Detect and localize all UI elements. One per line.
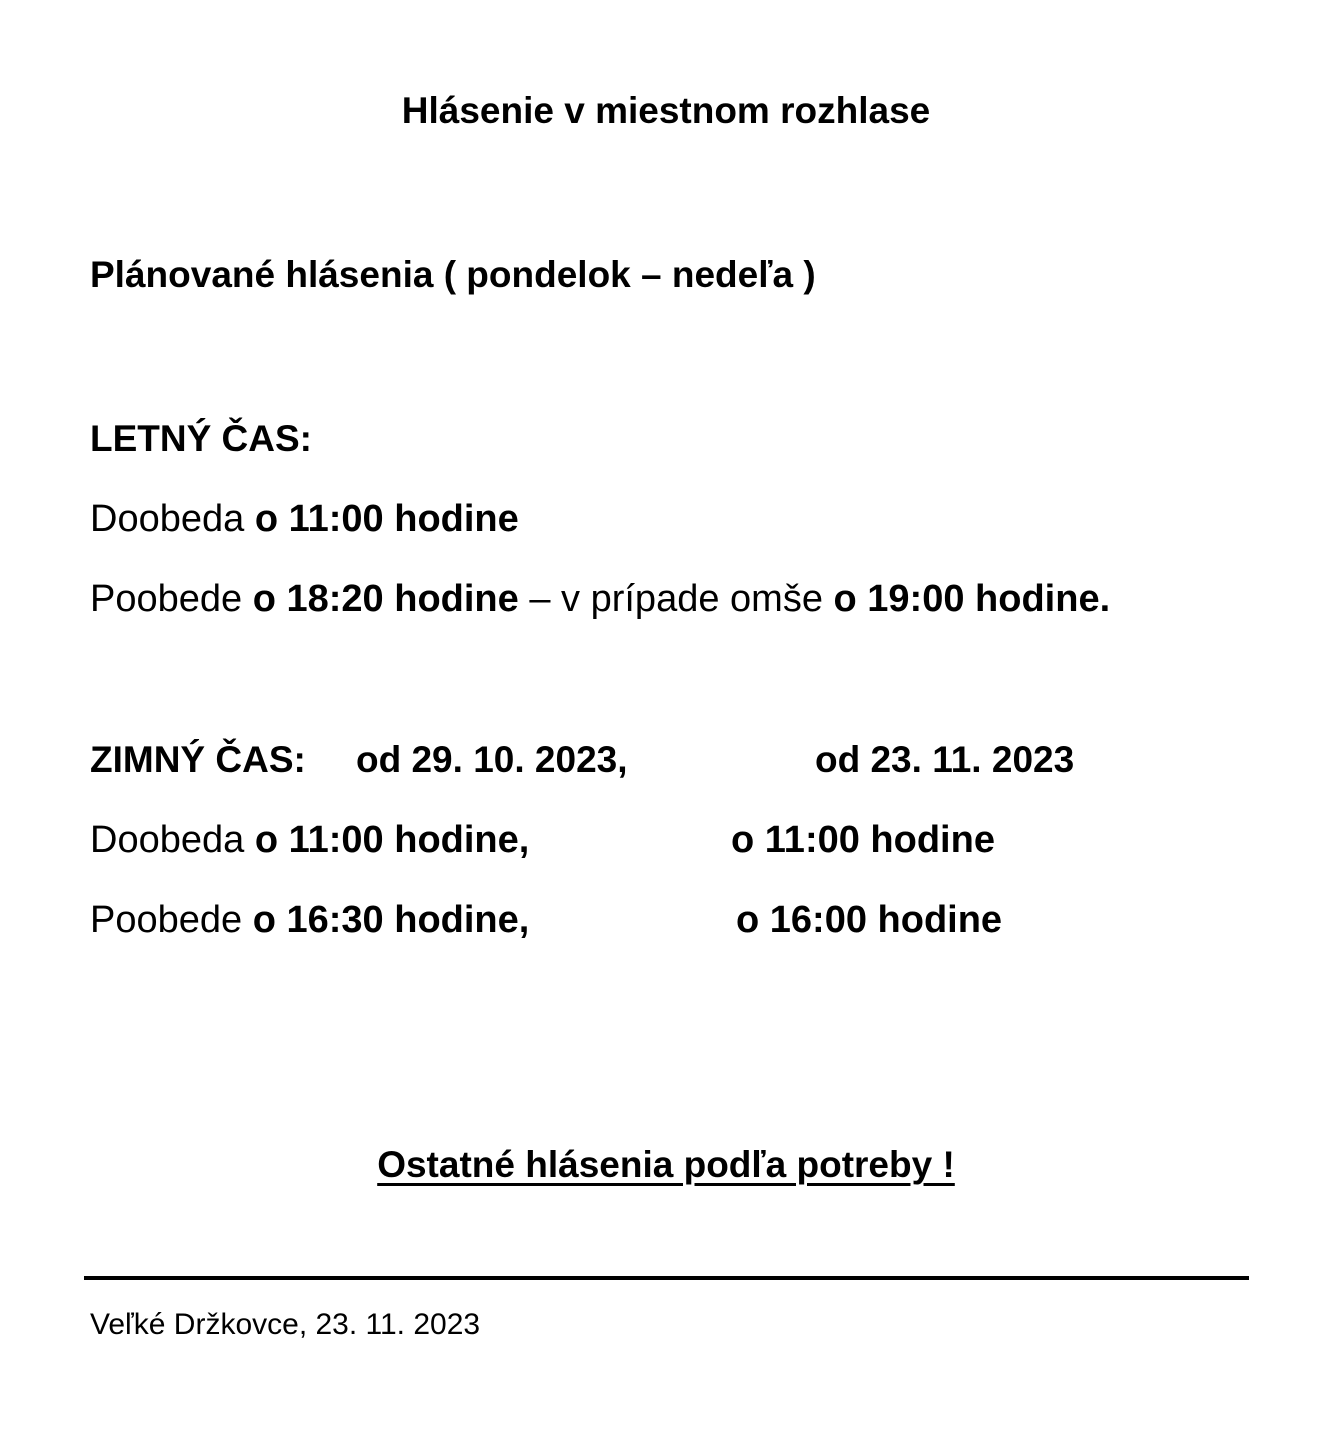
winter-morning-label: Doobeda <box>90 819 255 861</box>
winter-period-1: od 29. 10. 2023, <box>356 739 628 780</box>
summer-afternoon-alt-time: o 19:00 hodine. <box>833 578 1111 620</box>
place-and-date: Veľké Držkovce, 23. 11. 2023 <box>90 1308 481 1341</box>
summer-morning-row <box>90 500 519 538</box>
summer-morning-label: Doobeda <box>90 498 255 540</box>
winter-afternoon-time-2: o 16:00 hodine <box>736 899 1003 941</box>
winter-heading: ZIMNÝ ČAS: <box>90 739 306 780</box>
summer-afternoon-time: o 18:20 hodine <box>252 578 519 620</box>
winter-morning-row <box>90 821 529 859</box>
horizontal-divider <box>84 1276 1249 1280</box>
summer-afternoon-note: – v prípade omše <box>518 578 834 620</box>
winter-period-2: od 23. 11. 2023 <box>815 739 1075 780</box>
winter-afternoon-row <box>90 901 529 939</box>
other-announcements-note: Ostatné hlásenia podľa potreby ! <box>377 1144 955 1185</box>
schedule-subtitle: Plánované hlásenia ( pondelok – nedeľa ) <box>90 254 816 295</box>
summer-afternoon-row <box>90 580 1110 618</box>
document-title: Hlásenie v miestnom rozhlase <box>401 90 931 131</box>
winter-heading-row <box>90 741 306 778</box>
summer-morning-time: o 11:00 hodine <box>254 498 519 540</box>
winter-morning-time-2: o 11:00 hodine <box>731 819 995 861</box>
winter-morning-time-1: o 11:00 hodine, <box>254 819 530 861</box>
winter-afternoon-time-1: o 16:30 hodine, <box>252 899 530 941</box>
summer-heading: LETNÝ ČAS: <box>90 418 312 459</box>
winter-afternoon-label: Poobede <box>90 899 253 941</box>
summer-afternoon-label: Poobede <box>90 578 253 620</box>
